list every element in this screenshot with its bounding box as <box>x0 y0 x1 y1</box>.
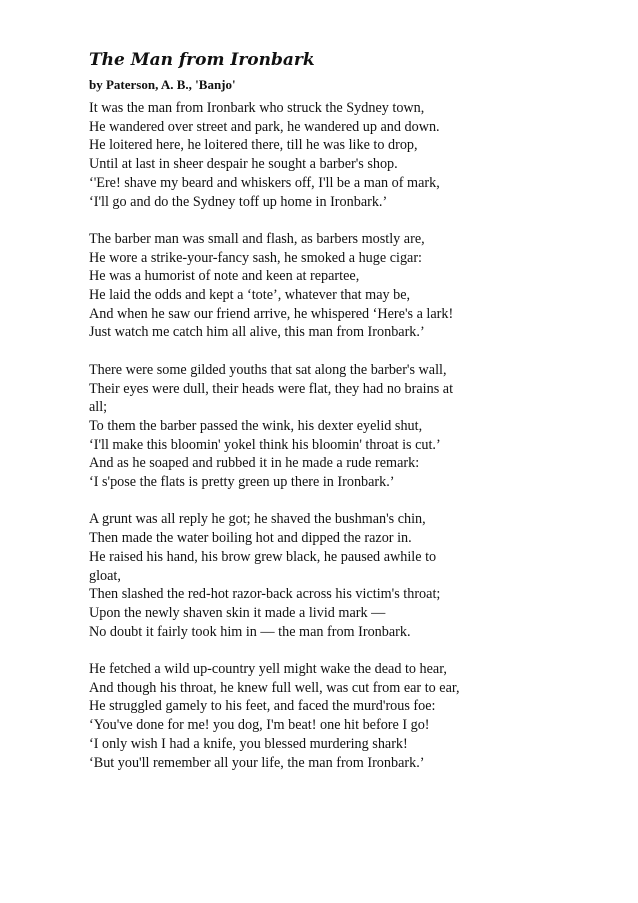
poem-line: He wandered over street and park, he wandered up and down. <box>89 118 440 135</box>
poem-line: Upon the newly shaven skin it made a livid mark — <box>89 604 386 621</box>
poem-line: The barber man was small and flash, as barbers mostly are, <box>89 230 425 247</box>
poem-line: A grunt was all reply he got; he shaved the bushman's chin, <box>89 511 426 528</box>
poem-line: There were some gilded youths that sat along the barber's wall, <box>89 361 447 378</box>
poem-line: And when he saw our friend arrive, he whispered ‘Here's a lark! <box>89 305 454 322</box>
poem-line: And as he soaped and rubbed it in he made a rude remark: <box>89 455 420 472</box>
poem-line: ‘I'll go and do the Sydney toff up home in Ironbark.’ <box>89 193 388 210</box>
poem-line: ‘I only wish I had a knife, you blessed murdering shark! <box>89 735 408 752</box>
poem-line: And though his throat, he knew full well, was cut from ear to ear, <box>89 679 460 696</box>
poem-line: ‘But you'll remember all your life, the man from Ironbark.’ <box>89 754 425 771</box>
poem-line: To them the barber passed the wink, his dexter eyelid shut, <box>89 417 423 434</box>
stanza-2 <box>89 230 461 342</box>
poem-line: He struggled gamely to his feet, and faced the murd'rous foe: <box>89 698 436 715</box>
poem-line: ‘'Ere! shave my beard and whiskers off, I'll be a man of mark, <box>89 174 440 191</box>
poem-author: by Paterson, A. B., 'Banjo' <box>89 77 236 92</box>
poem-line: Their eyes were dull, their heads were flat, they had no brains at all; <box>89 380 454 416</box>
poem-line: Until at last in sheer despair he sought a barber's shop. <box>89 156 398 173</box>
stanza-3 <box>89 361 461 492</box>
stanza-5 <box>89 660 461 772</box>
stanza-4 <box>89 510 461 641</box>
poem-line: He laid the odds and kept a ‘tote’, whatever that may be, <box>89 287 411 304</box>
poem-line: He wore a strike-your-fancy sash, he smoked a huge cigar: <box>89 249 422 266</box>
poem-line: He loitered here, he loitered there, till he was like to drop, <box>89 137 418 154</box>
poem-line: No doubt it fairly took him in — the man from Ironbark. <box>89 623 411 640</box>
poem-line: ‘I'll make this bloomin' yokel think his bloomin' throat is cut.’ <box>89 436 441 453</box>
poem-line: He raised his hand, his brow grew black, he paused awhile to gloat, <box>89 548 437 584</box>
poem-line: Then slashed the red-hot razor-back across his victim's throat; <box>89 586 441 603</box>
poem-line: He fetched a wild up-country yell might wake the dead to hear, <box>89 661 447 678</box>
poem-line: Then made the water boiling hot and dipped the razor in. <box>89 530 412 547</box>
poem-line: ‘I s'pose the flats is pretty green up there in Ironbark.’ <box>89 474 395 491</box>
poem-title: The Man from Ironbark <box>89 50 315 70</box>
stanza-1 <box>89 99 461 211</box>
poem-line: ‘You've done for me! you dog, I'm beat! one hit before I go! <box>89 717 430 734</box>
poem-body <box>89 99 461 772</box>
poem-line: It was the man from Ironbark who struck the Sydney town, <box>89 100 425 116</box>
poem-line: Just watch me catch him all alive, this man from Ironbark.’ <box>89 324 425 341</box>
poem-line: He was a humorist of note and keen at repartee, <box>89 268 360 285</box>
